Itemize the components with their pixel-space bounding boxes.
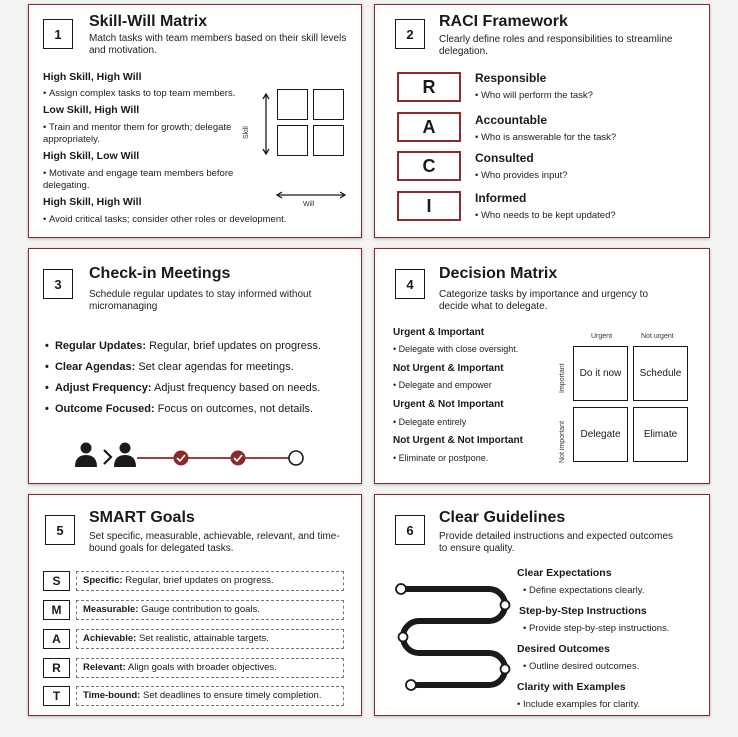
item-heading: Desired Outcomes xyxy=(517,643,610,655)
card-title: Skill-Will Matrix xyxy=(89,13,208,30)
card-title: Check-in Meetings xyxy=(89,265,231,282)
item-heading: Accountable xyxy=(475,113,548,127)
skill-will-grid xyxy=(277,89,345,157)
item-text: • Who needs to be kept updated? xyxy=(475,210,616,222)
item-text: • Avoid critical tasks; consider other roles or development. xyxy=(43,214,353,226)
item-text: • Delegate and empower xyxy=(393,380,492,392)
checkin-item: • Regular Updates: Regular, brief updates on progress. xyxy=(45,340,321,352)
smart-row-s xyxy=(43,571,344,591)
item-text: • Provide step-by-step instructions. xyxy=(523,623,669,635)
smart-description: Achievable: Set realistic, attainable targets. xyxy=(76,629,344,649)
item-text: • Include examples for clarity. xyxy=(517,699,640,711)
item-text: • Who will perform the task? xyxy=(475,90,593,102)
check-circle-icon xyxy=(231,451,246,466)
smart-letter: A xyxy=(43,629,70,649)
smart-letter: T xyxy=(43,686,70,706)
axis-label-will: Will xyxy=(303,201,315,208)
smart-description: Relevant: Align goals with broader objectives. xyxy=(76,658,344,678)
chevron-right-icon xyxy=(104,450,111,464)
matrix-cell-do-it-now: Do it now xyxy=(573,346,628,401)
check-circle-icon xyxy=(174,451,189,466)
decision-card xyxy=(374,248,710,484)
item-heading: Informed xyxy=(475,191,527,205)
item-heading: High Skill, High Will xyxy=(43,196,142,208)
winding-path-icon xyxy=(389,579,515,709)
card-number: 3 xyxy=(43,269,73,299)
card-number: 6 xyxy=(395,515,425,545)
card-subtitle: Clearly define roles and responsibilities to streamline delegation. xyxy=(439,34,673,57)
raci-letter-a: A xyxy=(397,112,461,142)
smart-description: Time-bound: Set deadlines to ensure timely completion. xyxy=(76,686,344,706)
row-label-not-important: Not important xyxy=(559,420,566,463)
item-text: • Who provides input? xyxy=(475,170,568,182)
raci-letter-c: C xyxy=(397,151,461,181)
person-icon xyxy=(75,443,97,468)
row-label-important: Important xyxy=(559,363,566,393)
card-number: 1 xyxy=(43,19,73,49)
card-number: 2 xyxy=(395,19,425,49)
smart-row-r xyxy=(43,658,344,678)
item-text: • Assign complex tasks to top team members. xyxy=(43,88,273,100)
card-title: Clear Guidelines xyxy=(439,509,566,526)
item-heading: Step-by-Step Instructions xyxy=(519,605,647,617)
skill-will-card xyxy=(28,4,362,238)
item-heading: Consulted xyxy=(475,151,534,165)
item-heading: Not Urgent & Not Important xyxy=(393,435,523,446)
item-text: • Who is answerable for the task? xyxy=(475,132,616,144)
card-subtitle: Provide detailed instructions and expected outcomes to ensure quality. xyxy=(439,531,674,554)
matrix-cell-schedule: Schedule xyxy=(633,346,688,401)
item-text: • Eliminate or postpone. xyxy=(393,453,488,465)
smart-letter: S xyxy=(43,571,70,591)
checkin-card xyxy=(28,248,362,484)
raci-letter-r: R xyxy=(397,72,461,102)
checkin-item: • Outcome Focused: Focus on outcomes, not details. xyxy=(45,403,313,415)
column-label-urgent: Urgent xyxy=(591,333,613,340)
card-subtitle: Set specific, measurable, achievable, relevant, and time-bound goals for delegated tasks. xyxy=(89,531,340,554)
item-heading: Urgent & Not Important xyxy=(393,399,504,410)
card-title: SMART Goals xyxy=(89,509,195,526)
empty-circle-icon xyxy=(289,451,303,465)
column-label-not-urgent: Not urgent xyxy=(641,333,674,340)
card-subtitle: Match tasks with team members based on their skill levels and motivation. xyxy=(89,33,347,56)
card-number: 5 xyxy=(45,515,75,545)
smart-description: Measurable: Gauge contribution to goals. xyxy=(76,600,344,620)
item-text: • Motivate and engage team members before delegating. xyxy=(43,168,243,191)
card-title: RACI Framework xyxy=(439,13,568,30)
card-number: 4 xyxy=(395,269,425,299)
grid-cell xyxy=(277,89,308,120)
matrix-cell-delegate: Delegate xyxy=(573,407,628,462)
smart-description: Specific: Regular, brief updates on progress. xyxy=(76,571,344,591)
guidelines-card xyxy=(374,494,710,716)
item-heading: High Skill, Low Will xyxy=(43,150,140,162)
item-heading: Clarity with Examples xyxy=(517,681,626,693)
item-heading: Low Skill, High Will xyxy=(43,104,140,116)
raci-card xyxy=(374,4,710,238)
axis-label-skill: Skill xyxy=(243,126,250,139)
smart-letter: R xyxy=(43,658,70,678)
item-heading: Urgent & Important xyxy=(393,327,485,338)
item-heading: High Skill, High Will xyxy=(43,71,142,83)
item-text: • Train and mentor them for growth; delegate appropriately. xyxy=(43,122,243,145)
item-text: • Define expectations clearly. xyxy=(523,585,644,597)
smart-letter: M xyxy=(43,600,70,620)
person-icon xyxy=(114,443,136,468)
item-heading: Clear Expectations xyxy=(517,567,612,579)
item-heading: Not Urgent & Important xyxy=(393,363,504,374)
raci-letter-i: I xyxy=(397,191,461,221)
card-title: Decision Matrix xyxy=(439,265,558,282)
grid-cell xyxy=(277,125,308,156)
checkin-item: • Clear Agendas: Set clear agendas for meetings. xyxy=(45,361,294,373)
will-axis-arrow xyxy=(275,191,347,199)
grid-cell xyxy=(313,125,344,156)
checkin-timeline xyxy=(73,441,313,473)
smart-row-m xyxy=(43,600,344,620)
item-text: • Delegate with close oversight. xyxy=(393,344,518,356)
matrix-cell-eliminate: Elimate xyxy=(633,407,688,462)
item-text: • Outline desired outcomes. xyxy=(523,661,639,673)
skill-axis-arrow xyxy=(262,91,270,157)
grid-cell xyxy=(313,89,344,120)
item-text: • Delegate entirely xyxy=(393,417,466,429)
smart-row-a xyxy=(43,629,344,649)
smart-card xyxy=(28,494,362,716)
card-subtitle: Categorize tasks by importance and urgency to decide what to delegate. xyxy=(439,289,648,312)
checkin-item: • Adjust Frequency: Adjust frequency based on needs. xyxy=(45,382,320,394)
item-heading: Responsible xyxy=(475,71,547,85)
smart-row-t xyxy=(43,686,344,706)
card-subtitle: Schedule regular updates to stay informed without micromanaging xyxy=(89,289,312,312)
